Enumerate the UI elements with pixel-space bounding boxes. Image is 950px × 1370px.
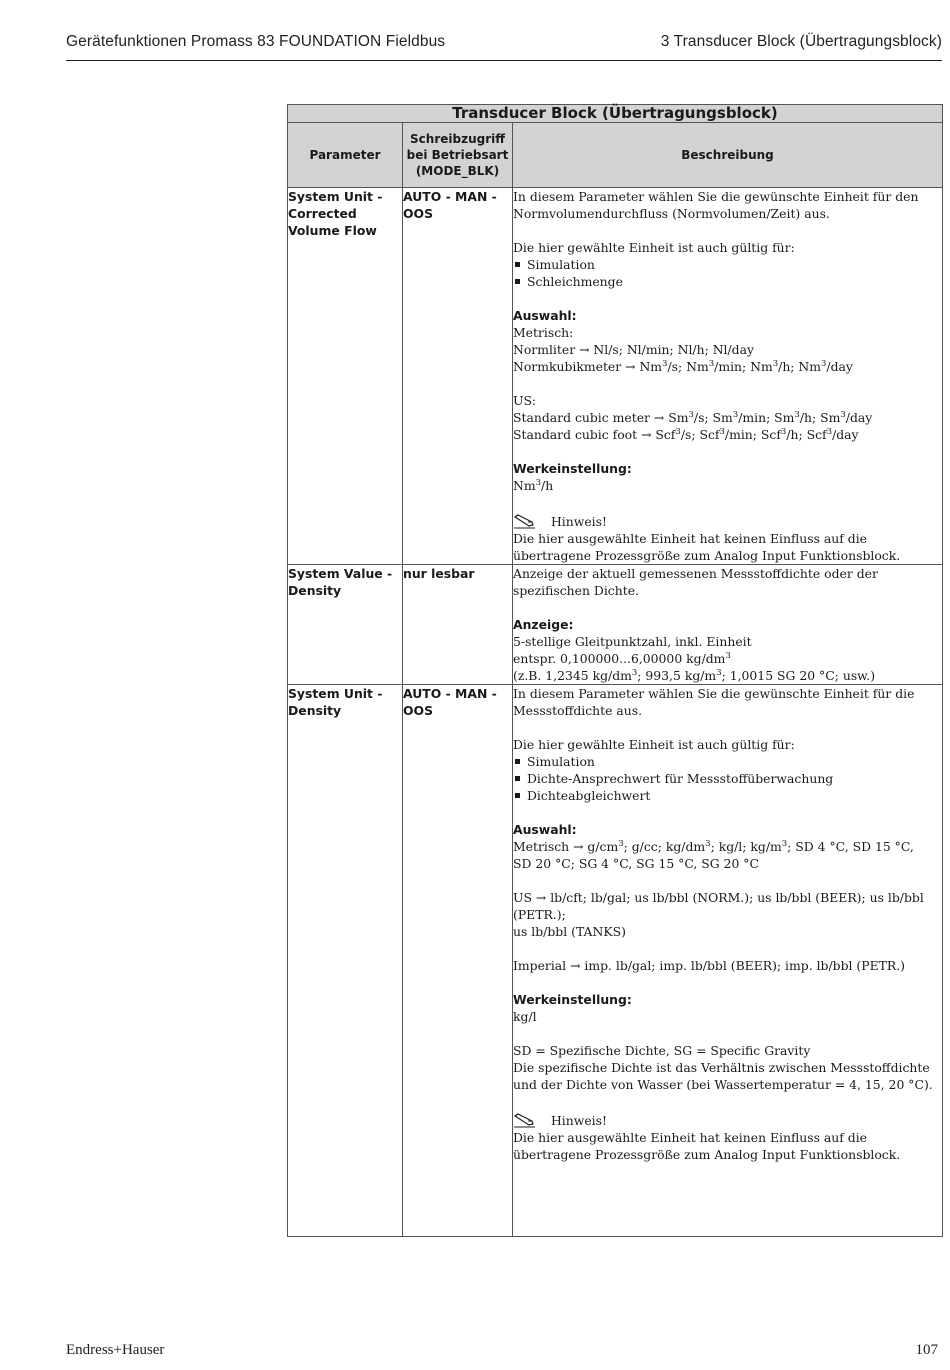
- us-option-cubic-foot: Standard cubic foot → Scf$^3$/s; Scf$^3$/min; Scf$^3$/h; Scf$^3$/day: [513, 426, 859, 442]
- specific-density-note: Die spezifische Dichte ist das Verhältnis zwischen Messstoffdichte und der Dichte von Wasser (bei Wassertemperatur = 4, 15, 20 °C).: [513, 1060, 933, 1092]
- parameter-name: System Value - Density: [288, 565, 403, 685]
- pencil-note-icon: [513, 514, 537, 530]
- table-title: Transducer Block (Übertragungsblock): [288, 105, 943, 123]
- hint-label: Hinweis!: [551, 514, 607, 529]
- header-rule: [66, 60, 942, 61]
- column-header-parameter: Parameter: [288, 123, 403, 188]
- valid-for-list: [513, 256, 942, 290]
- column-header-description: Beschreibung: [513, 123, 943, 188]
- table-row: [288, 188, 943, 565]
- us-label: US:: [513, 393, 537, 408]
- factory-setting-label: Werkeinstellung:: [513, 992, 632, 1007]
- abbreviation-note: SD = Spezifische Dichte, SG = Specific Gravity: [513, 1043, 811, 1058]
- metric-label: Metrisch:: [513, 325, 574, 340]
- parameter-description: [513, 565, 943, 685]
- factory-setting-label: Werkeinstellung:: [513, 461, 632, 476]
- parameter-description: [513, 685, 943, 1237]
- selection-label: Auswahl:: [513, 822, 577, 837]
- valid-for-list: [513, 753, 942, 804]
- list-item: Simulation: [513, 256, 942, 273]
- description-intro: In diesem Parameter wählen Sie die gewünschte Einheit für den Normvolumendurchfluss (Normvolumen/Zeit) aus.: [513, 189, 919, 221]
- imperial-options: Imperial → imp. lb/gal; imp. lb/bbl (BEER); imp. lb/bbl (PETR.): [513, 958, 905, 973]
- selection-label: Auswahl:: [513, 308, 577, 323]
- parameter-name: System Unit - Corrected Volume Flow: [288, 188, 403, 565]
- description-intro: Anzeige der aktuell gemessenen Messstoffdichte oder der spezifischen Dichte.: [513, 566, 878, 598]
- us-option-cubic-meter: Standard cubic meter → $Sm^3/s$; Sm$^3$/min; Sm$^3$/h; Sm$^3$/day: [513, 409, 873, 425]
- metric-options-continued: SD 20 °C; SG 4 °C, SG 15 °C, SG 20 °C: [513, 856, 759, 871]
- metric-options: Metrisch → $g/cm^3$; g/cc; $kg/dm^3$; kg/l; $kg/m^3$; SD 4 °C, SD 15 °C,: [513, 838, 914, 854]
- metric-option-normkubikmeter: Normkubikmeter → $Nm^3/s$; Nm$^3$/min; Nm$^3$/h; Nm$^3$/day: [513, 358, 853, 374]
- list-item: Dichteabgleichwert: [513, 787, 942, 804]
- display-range: entspr. 0,100000...6,00000 $kg/dm^3$: [513, 650, 731, 666]
- valid-for-text: Die hier gewählte Einheit ist auch gültig für:: [513, 240, 795, 255]
- running-header-right: 3 Transducer Block (Übertragungsblock): [660, 33, 942, 50]
- list-item: Simulation: [513, 753, 942, 770]
- description-intro: In diesem Parameter wählen Sie die gewünschte Einheit für die Messstoffdichte aus.: [513, 686, 915, 718]
- metric-option-normliter: Normliter → Nl/s; Nl/min; Nl/h; Nl/day: [513, 342, 755, 357]
- display-examples: (z.B. 1,2345 $kg/dm^3$; 993,5 $kg/m^3$; 1,0015 SG 20 °C; usw.): [513, 667, 876, 683]
- list-item: Schleichmenge: [513, 273, 942, 290]
- write-access: AUTO - MAN - OOS: [403, 188, 513, 565]
- hint-text: Die hier ausgewählte Einheit hat keinen Einfluss auf die übertragene Prozessgröße zum Analog Input Funktionsblock.: [513, 531, 901, 563]
- write-access: nur lesbar: [403, 565, 513, 685]
- table-row: [288, 565, 943, 685]
- factory-setting-value: kg/l: [513, 1009, 537, 1024]
- valid-for-text: Die hier gewählte Einheit ist auch gültig für:: [513, 737, 795, 752]
- us-options-continued: us lb/bbl (TANKS): [513, 924, 626, 939]
- pencil-note-icon: [513, 1113, 537, 1129]
- hint-text: Die hier ausgewählte Einheit hat keinen Einfluss auf die übertragene Prozessgröße zum Analog Input Funktionsblock.: [513, 1130, 901, 1162]
- parameter-name: System Unit - Density: [288, 685, 403, 1237]
- column-header-access-line3: (MODE_BLK): [415, 164, 500, 178]
- column-header-access: [403, 123, 513, 188]
- table-row: [288, 685, 943, 1237]
- hint-label: Hinweis!: [551, 1113, 607, 1128]
- display-label: Anzeige:: [513, 617, 574, 632]
- column-header-access-line1: Schreibzugriff: [410, 132, 505, 146]
- list-item: Dichte-Ansprechwert für Messstoffüberwachung: [513, 770, 942, 787]
- running-header-left: Gerätefunktionen Promass 83 FOUNDATION Fieldbus: [66, 33, 446, 50]
- hint-block: [513, 513, 942, 530]
- us-options: US → lb/cft; lb/gal; us lb/bbl (NORM.); us lb/bbl (BEER); us lb/bbl (PETR.);: [513, 890, 924, 922]
- page-number: 107: [915, 1342, 938, 1358]
- display-format: 5-stellige Gleitpunktzahl, inkl. Einheit: [513, 634, 752, 649]
- footer-brand: Endress+Hauser: [66, 1342, 165, 1358]
- column-header-access-line2: bei Betriebsart: [406, 148, 509, 162]
- transducer-block-table: [287, 104, 943, 1237]
- hint-block: [513, 1112, 942, 1129]
- factory-setting-value: Nm$^3$/h: [513, 477, 554, 493]
- parameter-description: [513, 188, 943, 565]
- write-access: AUTO - MAN - OOS: [403, 685, 513, 1237]
